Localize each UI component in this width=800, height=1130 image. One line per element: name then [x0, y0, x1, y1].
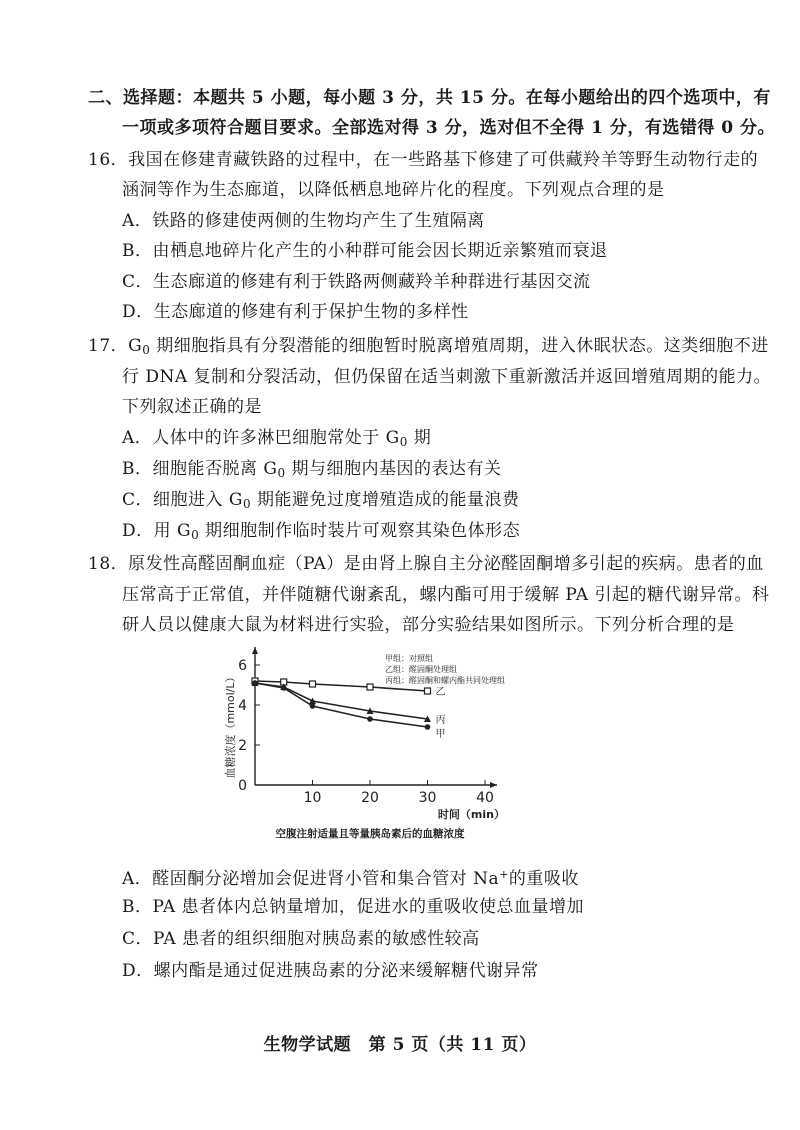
series-label-甲: 甲: [435, 729, 446, 740]
y-axis-arrow: [252, 647, 258, 654]
chart-title: 空腹注射适量且等量胰岛素后的血糖浓度: [275, 828, 465, 840]
y-tick-label: 4: [238, 698, 247, 714]
blood-glucose-chart: [210, 645, 540, 845]
q17-option-a: A．人体中的许多淋巴细胞常处于 $G_0$ 期: [122, 428, 432, 449]
x-tick-label: 30: [418, 790, 437, 806]
data-point-甲: [310, 703, 316, 709]
q18-stem-line1: 18．原发性高醛固酮血症（PA）是由肾上腺自主分泌醛固酮增多引起的疾病。患者的血: [88, 554, 764, 574]
q18-stem-line3: 研人员以健康大鼠为材料进行实验，部分实验结果如图所示。下列分析合理的是: [122, 615, 735, 635]
page-footer: 生物学试题 第 5 页（共 11 页）: [263, 1035, 537, 1055]
x-tick-label: 40: [476, 790, 494, 806]
data-point-甲: [252, 680, 258, 686]
q17-option-d: D．用 $G_0$ 期细胞制作临时装片可观察其染色体形态: [122, 521, 521, 542]
q18-option-d: D．螺内酯是通过促进胰岛素的分泌来缓解糖代谢异常: [122, 961, 539, 981]
section-title-line2: 一项或多项符合题目要求。全部选对得 3 分，选对但不全得 1 分，有选错得 0 分。: [122, 118, 775, 138]
q18-option-a: A．醛固酮分泌增加会促进肾小管和集合管对 Na+的重吸收: [122, 868, 579, 889]
q18-stem-line2: 压常高于正常值，并伴随糖代谢紊乱，螺内酯可用于缓解 PA 引起的糖代谢异常。科: [122, 585, 770, 605]
y-tick-label: 6: [238, 658, 247, 674]
x-axis-arrow: [490, 782, 497, 788]
q18-option-c: C．PA 患者的组织细胞对胰岛素的敏感性较高: [122, 929, 480, 949]
q17-option-b: B．细胞能否脱离 $G_0$ 期与细胞内基因的表达有关: [122, 459, 502, 480]
data-point-乙: [367, 684, 373, 690]
data-point-甲: [367, 716, 373, 722]
q16-stem-line1: 16．我国在修建青藏铁路的过程中，在一些路基下修建了可供藏羚羊等野生动物行走的: [88, 150, 759, 170]
data-point-乙: [310, 681, 316, 687]
data-point-甲: [425, 724, 431, 730]
x-axis-label: 时间（min）: [437, 808, 505, 821]
y-tick-label: 2: [238, 738, 247, 754]
data-point-乙: [425, 688, 431, 694]
legend-entry: 丙组：醛固酮和螺内酯共同处理组: [385, 676, 505, 685]
q18-option-b: B．PA 患者体内总钠量增加，促进水的重吸收使总血量增加: [122, 897, 585, 917]
y-tick-label: 0: [238, 778, 247, 794]
q17-stem-line3: 下列叙述正确的是: [122, 397, 262, 417]
q16-option-c: C．生态廊道的修建有利于铁路两侧藏羚羊种群进行基因交流: [122, 272, 591, 292]
y-axis-label: 血糖浓度（mmol/L）: [224, 671, 237, 779]
series-label-丙: 丙: [435, 715, 446, 726]
q16-stem-line2: 涵洞等作为生态廊道，以降低栖息地碎片化的程度。下列观点合理的是: [122, 180, 665, 200]
series-label-乙: 乙: [435, 687, 446, 698]
q16-option-a: A．铁路的修建使两侧的生物均产生了生殖隔离: [122, 211, 485, 231]
section-title-line1: 二、选择题：本题共 5 小题，每小题 3 分，共 15 分。在每小题给出的四个选项中，有: [88, 88, 771, 108]
q17-stem-line2: 行 DNA 复制和分裂活动，但仍保留在适当刺激下重新激活并返回增殖周期的能力。: [122, 367, 772, 387]
q16-option-b: B．由栖息地碎片化产生的小种群可能会因长期近亲繁殖而衰退: [122, 241, 608, 261]
data-point-甲: [281, 685, 287, 691]
legend-entry: 乙组：醛固酮处理组: [385, 665, 457, 674]
q17-stem-line1: 17．$G_0$ 期细胞指具有分裂潜能的细胞暂时脱离增殖周期，进入休眠状态。这类细胞不进: [88, 336, 769, 357]
q16-option-d: D．生态廊道的修建有利于保护生物的多样性: [122, 302, 469, 322]
x-tick-label: 20: [361, 790, 379, 806]
x-tick-label: 10: [303, 790, 322, 806]
q17-option-c: C．细胞进入 $G_0$ 期能避免过度增殖造成的能量浪费: [122, 490, 520, 511]
legend-entry: 甲组：对照组: [385, 654, 433, 663]
